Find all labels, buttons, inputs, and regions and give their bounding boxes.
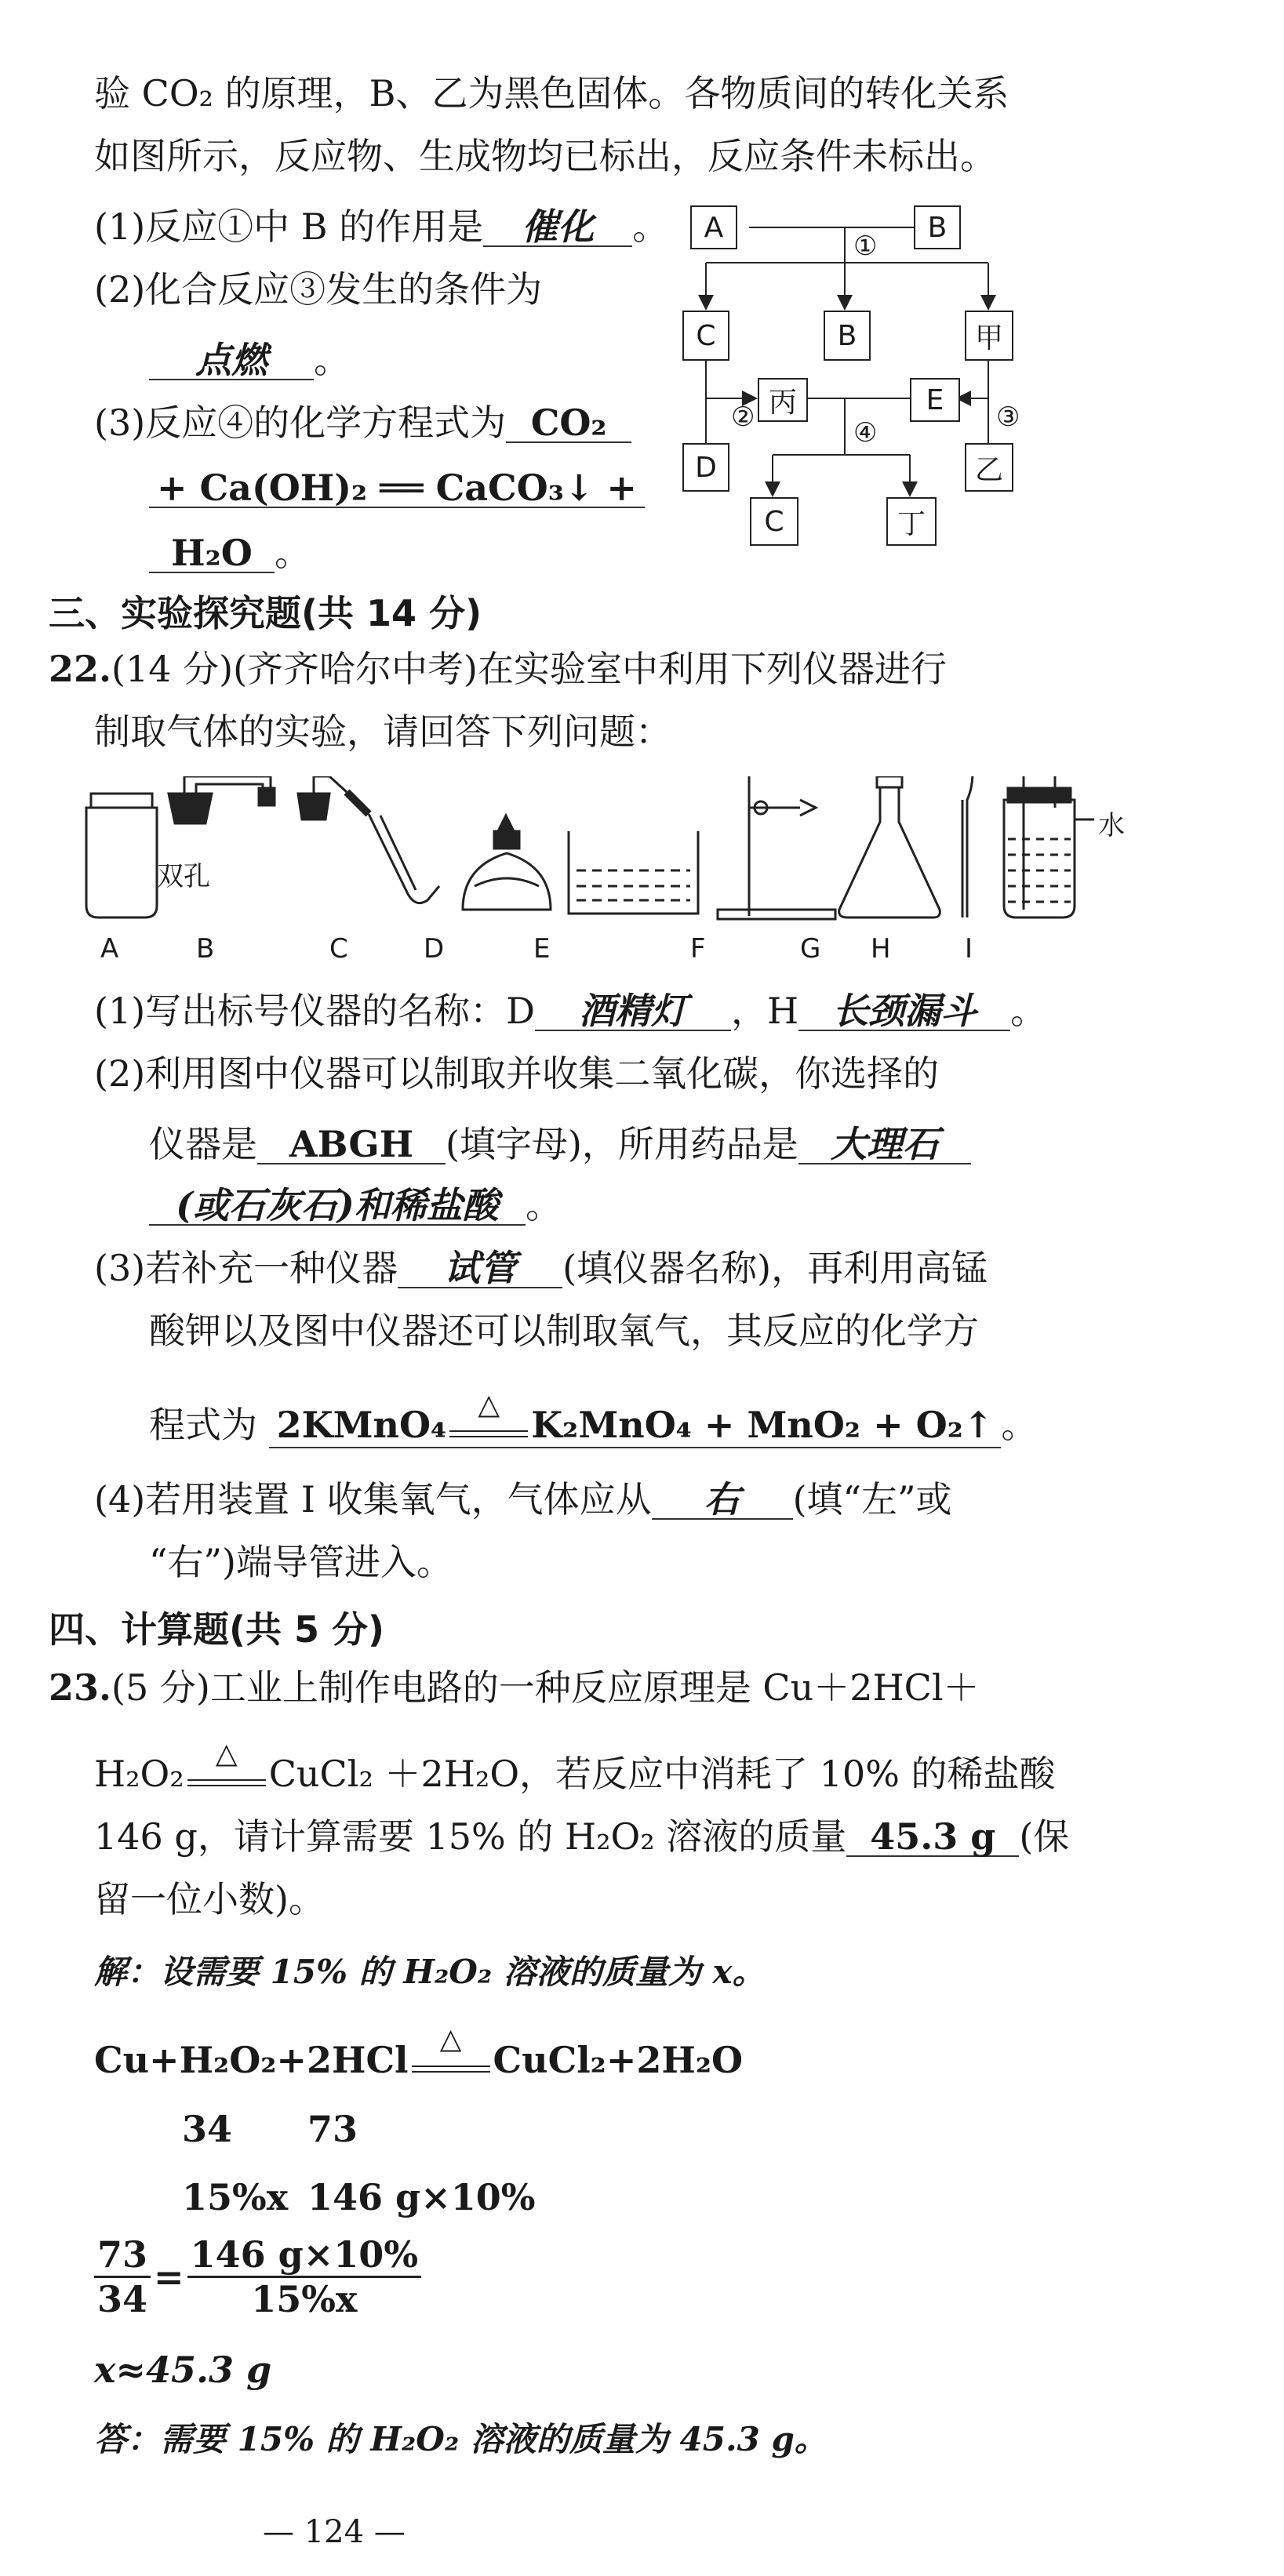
q21-part3-end: 。 [275,532,311,574]
q22-part2-answer: ABGH [257,1125,446,1164]
solution-let: 解：设需要 15% 的 H₂O₂ 溶液的质量为 x。 [94,1953,766,1991]
q22-part2-line3 [149,1184,562,1227]
q23-reactant: H₂O₂ [94,1753,184,1795]
q22-part3-equation [269,1389,1002,1448]
q22-part1-end: 。 [1010,990,1047,1032]
q22-part4-answer: 右 [652,1481,793,1520]
apparatus-label-e: E [533,933,551,965]
q22-part2-line2 [149,1123,971,1166]
fraction-left [94,2233,151,2320]
q22-part2-text: 仪器是 [149,1123,257,1165]
q22-part4-line1 [94,1478,952,1521]
solution-mass-hcl: 73 [307,2108,358,2150]
section-3-title: 三、实验探究题(共 14 分) [49,592,482,634]
heat-triangle: △ [478,1389,500,1421]
q22-stem-1 [49,648,947,691]
proportion-equals: = [154,2255,184,2298]
node-b-top: B [914,205,961,249]
q23-number: 23. [49,1666,112,1709]
q22-part1-mid: ，H [731,990,799,1032]
solution-heat-condition [412,2023,490,2073]
node-c: C [682,311,729,361]
q22-part3-eq-lead: 程式为 [149,1404,257,1446]
arrow-label-1: ① [853,231,878,262]
q22-part2-end: 。 [526,1184,562,1226]
node-bing: 丙 [758,378,808,422]
q22-part1-text: (1)写出标号仪器的名称：D [94,990,536,1032]
q21-part3-answer-1: CO₂ [506,404,631,443]
q23-stem-3 [94,1815,1069,1858]
fraction-left-numerator: 73 [94,2233,151,2278]
solution-proportion [94,2233,421,2320]
transformation-diagram [675,196,1051,565]
solution-qty-hcl: 146 g×10% [307,2176,536,2218]
fraction-right-numerator: 146 g×10% [187,2233,421,2278]
apparatus-h-funnel [957,776,973,917]
q21-part3-line3 [149,532,311,575]
apparatus-label-b: B [196,933,215,965]
solution-equals-bar [412,2066,490,2073]
q23-stem-3-end: (保 [1019,1815,1070,1858]
equals-bar [449,1430,528,1437]
solution-answer: 答：需要 15% 的 H₂O₂ 溶液的质量为 45.3 g。 [94,2420,828,2458]
q22-part2-drug-a: 大理石 [798,1125,971,1164]
apparatus-b-note: 双孔 [157,861,210,892]
node-ding: 丁 [886,497,937,546]
q22-stem-2: 制取气体的实验，请回答下列问题： [94,710,671,753]
q21-part2-end: 。 [314,339,350,381]
q22-part3-text: (3)若补充一种仪器 [94,1247,398,1289]
fraction-left-denominator: 34 [97,2278,148,2320]
apparatus-a-jar [86,794,157,917]
node-d: D [682,443,729,492]
q22-part2-drug-b: (或石灰石)和稀盐酸 [149,1186,526,1226]
apparatus-label-i: I [965,933,973,965]
apparatus-label-g: G [800,933,821,965]
fraction-right [187,2233,421,2320]
node-yi: 乙 [965,443,1013,492]
apparatus-label-h: H [871,933,891,965]
intro-line-1: 验 CO₂ 的原理，B、乙为黑色固体。各物质间的转化关系 [94,72,1009,114]
q23-stem-1-text: (5 分)工业上制作电路的一种反应原理是 Cu＋2HCl＋ [111,1666,980,1709]
q21-part3-line2 [149,467,645,510]
q21-part3-text: (3)反应④的化学方程式为 [94,401,507,444]
solution-result: x≈45.3 g [94,2349,272,2391]
q22-part3-line3 [149,1389,1038,1448]
arrow-label-2: ② [731,401,755,433]
apparatus-illustration [71,776,1231,980]
q22-part1-answer-d: 酒精灯 [535,992,731,1031]
q22-part4-text: (4)若用装置 I 收集氧气，气体应从 [94,1478,652,1521]
apparatus-label-f: F [690,933,706,965]
apparatus-label-c: C [329,933,348,965]
fraction-right-denominator: 15%x [251,2278,358,2320]
solution-qty-h2o2: 15%x [182,2176,289,2218]
node-b-mid: B [824,311,871,361]
apparatus-i-bottle [1004,776,1094,917]
q22-stem-1-text: (14 分)(齐齐哈尔中考)在实验室中利用下列仪器进行 [111,648,947,690]
apparatus-f-stand [718,776,835,919]
solution-reactants: Cu+H₂O₂+2HCl [94,2039,409,2081]
q21-part2: (2)化合反应③发生的条件为 [94,268,543,311]
q21-part1-answer: 催化 [483,208,632,247]
q21-part1-text: (1)反应①中 B 的作用是 [94,205,484,248]
q22-part4-end: (填“左”或 [792,1478,952,1521]
solution-products: CuCl₂+2H₂O [493,2039,744,2081]
q22-part4-line2: “右”)端导管进入。 [149,1541,453,1583]
apparatus-e-trough [569,831,698,914]
q23-equals-bar [187,1779,266,1786]
q22-part3-line2: 酸钾以及图中仪器还可以制取氧气，其反应的化学方 [149,1310,979,1352]
q22-part1-answer-h: 长颈漏斗 [798,992,1010,1031]
q23-heat-triangle: △ [215,1738,238,1770]
arrow-label-4: ④ [853,417,878,449]
q22-number: 22. [49,648,112,690]
q21-part3-answer-2: + Ca(OH)₂ ══ CaCO₃↓ + [149,469,645,508]
apparatus-i-note: 水 [1098,810,1125,841]
q23-stem-3-text: 146 g，请计算需要 15% 的 H₂O₂ 溶液的质量 [94,1815,847,1858]
q23-stem-4: 留一位小数)。 [94,1878,325,1920]
solution-mass-h2o2: 34 [182,2108,233,2150]
solution-heat-triangle: △ [439,2023,462,2055]
apparatus-b-stopper [169,776,275,823]
q23-stem-2 [94,1738,1056,1796]
apparatus-c-tube [298,776,439,903]
q21-part2-answer-line [149,339,350,382]
eq-products: K₂MnO₄ + MnO₂ + O₂↑ [531,1404,994,1446]
section-4-title: 四、计算题(共 5 分) [49,1608,385,1651]
apparatus-d-lamp [463,816,551,910]
q23-products: CuCl₂ ＋2H₂O，若反应中消耗了 10% 的稀盐酸 [268,1753,1056,1795]
apparatus-g-flask [839,776,940,917]
node-a: A [690,205,737,249]
apparatus-label-a: A [100,933,119,965]
heat-condition [449,1389,528,1437]
q22-part3-line1 [94,1247,988,1290]
apparatus-label-d: D [424,933,445,965]
node-c-bottom: C [750,497,798,546]
arrow-label-3: ③ [996,401,1020,433]
q21-part3-answer-3: H₂O [149,534,275,573]
eq-reactant: 2KMnO₄ [276,1404,447,1446]
q22-part2-line1: (2)利用图中仪器可以制取并收集二氧化碳，你选择的 [94,1052,940,1095]
q22-part3-answer: 试管 [398,1249,562,1288]
q22-part3-end: 。 [1001,1404,1038,1446]
q23-stem-1 [49,1666,980,1709]
intro-line-2: 如图所示，反应物、生成物均已标出，反应条件未标出。 [94,135,996,177]
q22-part1 [94,990,1046,1033]
page-number: — 124 — [263,2514,406,2550]
solution-equation [94,2023,744,2081]
apparatus-drawing [71,776,1231,980]
q21-part1-end: 。 [632,205,669,248]
q23-heat-condition [187,1738,266,1786]
q21-part3 [94,401,631,445]
q23-answer: 45.3 g [846,1818,1019,1857]
q21-part1 [94,205,668,249]
node-jia: 甲 [965,311,1013,361]
q22-part3-mid: (填仪器名称)，再利用高锰 [562,1247,988,1289]
node-e: E [910,378,960,422]
q22-part2-mid: (填字母)，所用药品是 [446,1123,798,1165]
q21-part2-answer: 点燃 [149,341,314,380]
